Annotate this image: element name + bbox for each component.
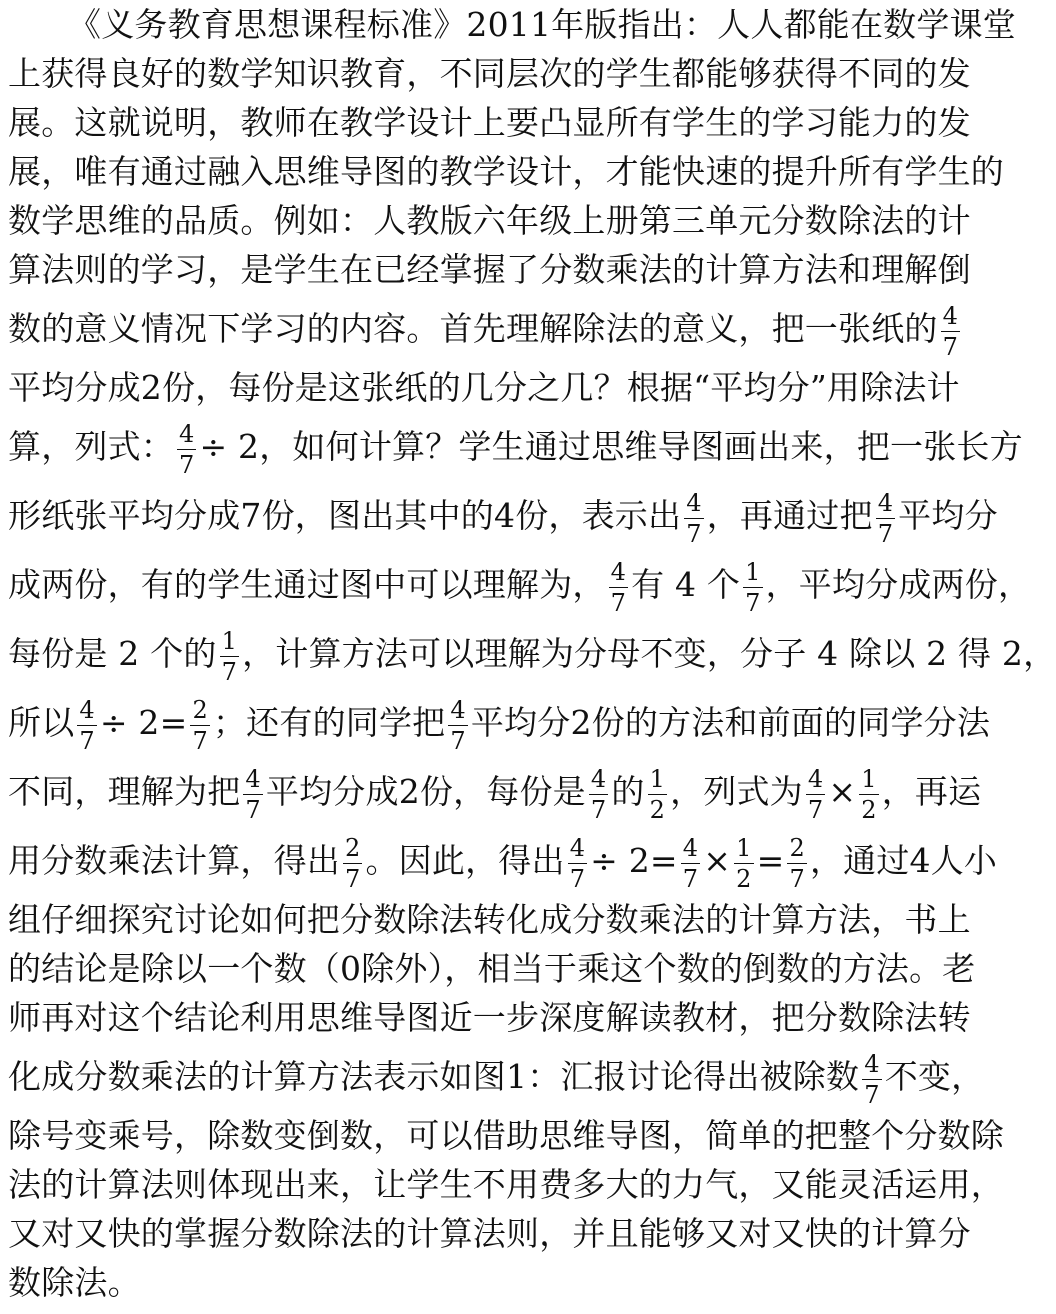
text-run: ；还有的同学把 [212,703,446,742]
fraction [589,764,608,824]
fraction [941,301,960,361]
text-run: 展，唯有通过融入思维导图的教学设计，才能快速的提升所有学生的 [8,152,1004,191]
fraction-denominator: 7 [877,519,894,548]
fraction-numerator: 4 [179,419,195,448]
text-run: 算，列式： [8,427,174,466]
fraction [648,764,667,824]
text-line [8,245,971,294]
text-run: 《义务教育思想课程标准》2011年版指出：人人都能在数学课堂 [68,5,1016,44]
text-run: 平均分成2份，每份是 [265,772,586,811]
fraction-denominator: 7 [245,795,261,824]
text-line [8,550,1032,619]
fraction [243,764,262,824]
text-run: ÷ 2= [590,841,678,880]
text-run: 数除法。 [8,1263,141,1302]
fraction-numerator: 4 [807,764,824,793]
text-run: 除号变乘号，除数变倒数，可以借助思维导图，简单的把整个分数除 [8,1116,1004,1155]
text-run: 展。这就说明，教师在教学设计上要凸显所有学生的学习能力的发 [8,103,971,142]
text-run: 所以 [8,703,75,742]
text-run: ，计算方法可以理解为分母不变，分子 4 除以 2 得 2， [242,634,1056,673]
fraction-numerator: 2 [345,833,361,862]
text-line [8,49,971,98]
text-line [8,196,971,245]
text-run: 法的计算法则体现出来，让学生不用费多大的力气，又能灵活运用， [8,1165,1004,1204]
fraction-numerator: 4 [450,695,466,724]
text-run: 数学思维的品质。例如：人教版六年级上册第三单元分数除法的计 [8,201,971,240]
fraction-numerator: 1 [649,764,666,793]
fraction-numerator: 2 [192,695,208,724]
text-run: 组仔细探究讨论如何把分数除法转化成分数乘法的计算方法，书上 [8,900,971,939]
text-line [8,1042,985,1111]
fraction-denominator: 7 [79,726,95,755]
text-line [8,0,1016,49]
fraction [568,833,587,893]
fraction-numerator: 2 [789,833,805,862]
text-line [8,895,971,944]
text-line [8,757,982,826]
text-line [8,688,991,757]
fraction-numerator: 1 [745,557,761,586]
fraction [681,833,700,893]
fraction-denominator: 7 [864,1080,880,1109]
fraction [343,833,362,893]
fraction [177,419,196,479]
fraction [862,1049,881,1109]
text-run: ÷ 2= [99,703,188,742]
fraction [448,695,467,755]
text-run: 形纸张平均分成7份，图出其中的4份，表示出 [8,496,682,535]
text-run: × [703,841,732,880]
text-run: 的结论是除以一个数（0除外），相当于乘这个数的倒数的方法。老 [8,949,976,988]
fraction-denominator: 7 [610,588,627,617]
fraction-denominator: 7 [745,588,761,617]
text-run: 平均分成2份，每份是这张纸的几分之几？根据“平均分”用除法计 [8,368,960,407]
fraction-numerator: 1 [221,626,238,655]
fraction-numerator: 4 [686,488,702,517]
text-line [8,481,998,550]
text-run: 不变， [884,1057,985,1096]
fraction [609,557,628,617]
fraction-denominator: 7 [942,332,959,361]
text-line [8,412,1023,481]
text-run: 每份是 2 个的 [8,634,217,673]
text-run: 又对又快的掌握分数除法的计算法则，并且能够又对又快的计算分 [8,1214,971,1253]
fraction [859,764,878,824]
fraction-numerator: 4 [610,557,627,586]
text-run: 平均分 [898,496,998,535]
fraction-denominator: 2 [861,795,877,824]
fraction-denominator: 7 [682,864,699,893]
fraction [190,695,209,755]
text-line [8,944,976,993]
text-run: ，平均分成两份， [765,565,1032,604]
text-run: 算法则的学习，是学生在已经掌握了分数乘法的计算方法和理解倒 [8,250,971,289]
text-run: 上获得良好的数学知识教育，不同层次的学生都能够获得不同的发 [8,54,971,93]
text-run: 有 4 个 [631,565,741,604]
text-run: ，再运 [881,772,982,811]
fraction-numerator: 4 [79,695,95,724]
text-line [8,98,971,147]
fraction-numerator: 4 [864,1049,880,1078]
text-run: 数的意义情况下学习的内容。首先理解除法的意义，把一张纸的 [8,309,938,348]
fraction-denominator: 7 [590,795,607,824]
text-line [8,363,960,412]
text-line [8,147,1004,196]
text-line [8,294,959,363]
text-run: 的 [611,772,645,811]
text-line [8,1209,971,1258]
fraction-numerator: 1 [861,764,877,793]
fraction-denominator: 7 [345,864,361,893]
text-run: ÷ 2，如何计算？学生通过思维导图画出来，把一张长方 [199,427,1023,466]
text-run: 用分数乘法计算，得出 [8,841,340,880]
text-run: ，再通过把 [706,496,873,535]
fraction-numerator: 4 [682,833,699,862]
text-run: ，列式为 [670,772,803,811]
fraction [743,557,762,617]
fraction [684,488,703,548]
text-run: × [828,772,857,811]
fraction-denominator: 7 [807,795,824,824]
fraction [220,626,239,686]
fraction-denominator: 2 [736,864,752,893]
fraction-numerator: 4 [245,764,261,793]
fraction [734,833,753,893]
fraction-numerator: 4 [569,833,586,862]
text-line [8,826,998,895]
fraction-denominator: 7 [569,864,586,893]
fraction-denominator: 7 [221,657,238,686]
text-run: = [756,841,785,880]
fraction [77,695,96,755]
text-line [8,1111,1004,1160]
fraction-denominator: 7 [450,726,466,755]
fraction-numerator: 1 [736,833,752,862]
text-run: ，通过4人小 [809,841,998,880]
text-run: 师再对这个结论利用思维导图近一步深度解读教材，把分数除法转 [8,998,971,1037]
fraction-denominator: 7 [789,864,805,893]
text-line [8,1258,794,1307]
fraction-denominator: 7 [192,726,208,755]
text-run: 。因此，得出 [365,841,565,880]
text-line [8,619,1056,688]
fraction [787,833,806,893]
fraction-numerator: 4 [942,301,959,330]
text-line [8,993,971,1042]
text-run: 成两份，有的学生通过图中可以理解为， [8,565,606,604]
fraction-denominator: 7 [179,450,195,479]
fraction-numerator: 4 [590,764,607,793]
fraction-numerator: 4 [877,488,894,517]
text-run: 平均分2份的方法和前面的同学分法 [470,703,991,742]
fraction [876,488,895,548]
fraction-denominator: 2 [649,795,666,824]
body-paragraph [8,0,1056,1307]
fraction-denominator: 7 [686,519,702,548]
text-line [8,1160,1004,1209]
text-run: 化成分数乘法的计算方法表示如图1：汇报讨论得出被除数 [8,1057,860,1096]
text-run: 不同，理解为把 [8,772,241,811]
fraction [806,764,825,824]
